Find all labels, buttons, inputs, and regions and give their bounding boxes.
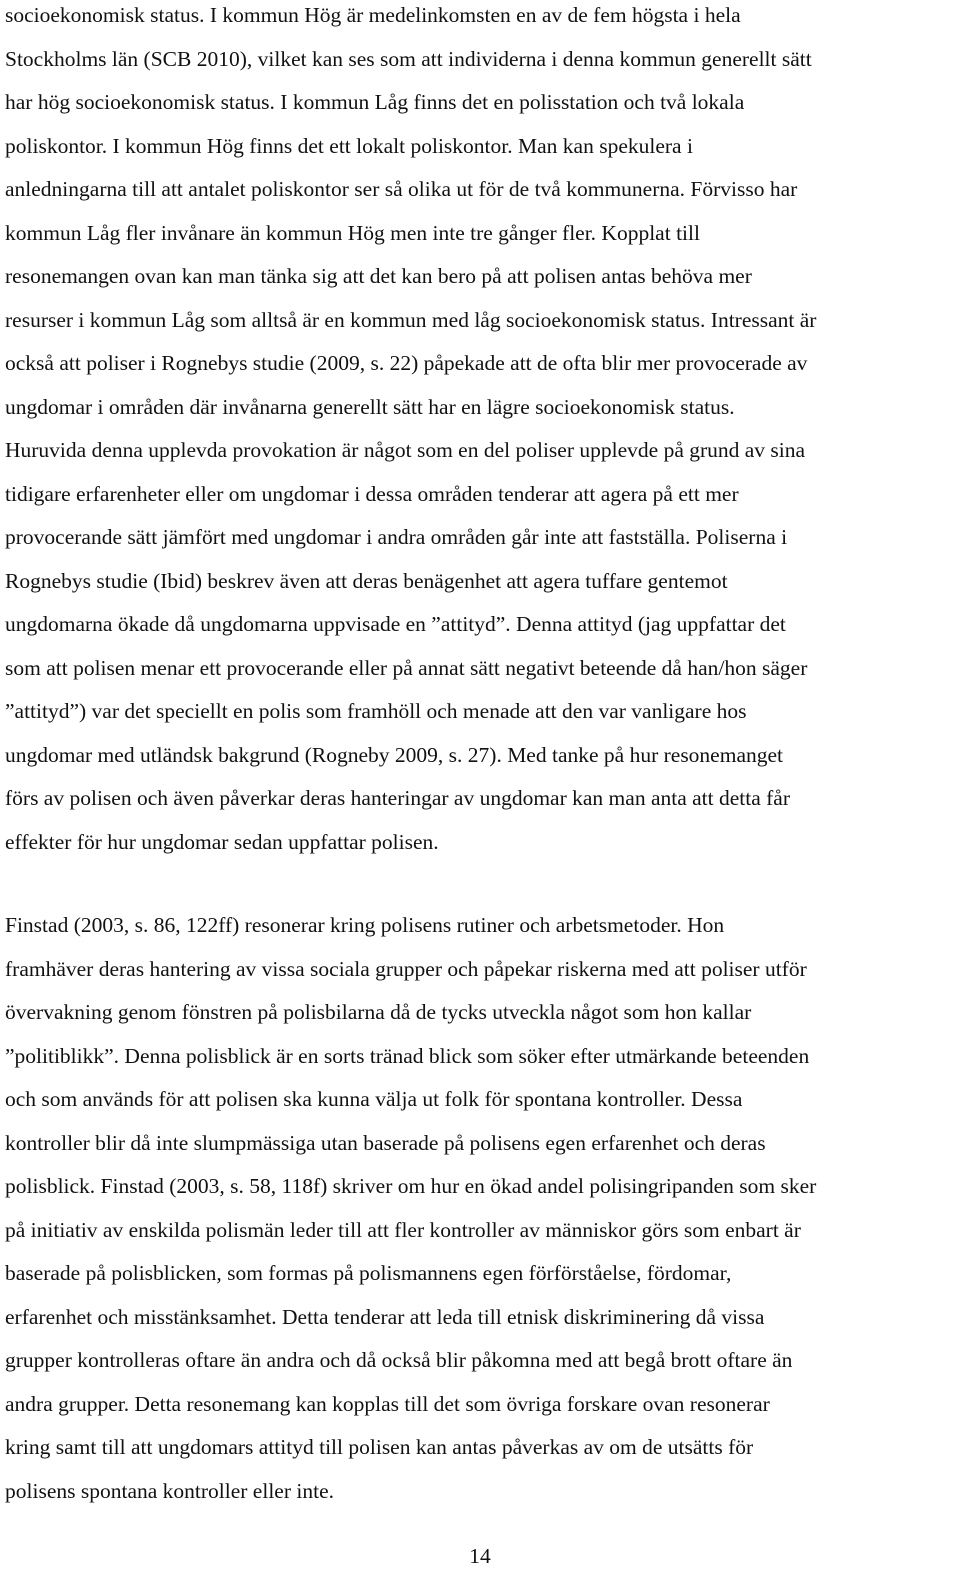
text-line: baserade på polisblicken, som formas på polismannens egen förförståelse, fördomar, <box>5 1261 732 1285</box>
text-line: ungdomar i områden där invånarna generellt sätt har en lägre socioekonomisk status. <box>5 394 735 419</box>
text-line: anledningarna till att antalet poliskontor ser så olika ut för de två kommunerna. Förvisso har <box>5 177 798 201</box>
text-line: ungdomarna ökade då ungdomarna uppvisade en ”attityd”. Denna attityd (jag uppfattar det <box>5 612 786 636</box>
text-line: övervakning genom fönstren på polisbilarna då de tycks utveckla något som hon kallar <box>5 1000 752 1024</box>
text-line: Finstad (2003, s. 86, 122ff) resonerar kring polisens rutiner och arbetsmetoder. Hon <box>5 913 725 937</box>
paragraph <box>5 904 955 1513</box>
text-line: kring samt till att ungdomars attityd till polisen kan antas påverkas av om de utsätts för <box>5 1435 754 1459</box>
text-line: kontroller blir då inte slumpmässiga utan baserade på polisens egen erfarenhet och deras <box>5 1130 766 1155</box>
text-line: Rognebys studie (Ibid) beskrev även att deras benägenhet att agera tuffare gentemot <box>5 568 728 593</box>
text-line: ”politiblikk”. Denna polisblick är en sorts tränad blick som söker efter utmärkande beteenden <box>5 1043 810 1068</box>
text-line: framhäver deras hantering av vissa sociala grupper och påpekar riskerna med att poliser utför <box>5 956 807 981</box>
text-line: ”attityd”) var det speciellt en polis som framhöll och menade att den var vanligare hos <box>5 699 747 723</box>
text-line: andra grupper. Detta resonemang kan kopplas till det som övriga forskare ovan resonerar <box>5 1391 770 1416</box>
text-line: polisens spontana kontroller eller inte. <box>5 1478 334 1503</box>
text-line: socioekonomisk status. I kommun Hög är medelinkomsten en av de fem högsta i hela <box>5 3 741 27</box>
text-line: och som används för att polisen ska kunna välja ut folk för spontana kontroller. Dessa <box>5 1087 743 1111</box>
text-line: polisblick. Finstad (2003, s. 58, 118f) skriver om hur en ökad andel polisingripanden som sker <box>5 1174 817 1198</box>
text-line: Huruvida denna upplevda provokation är något som en del poliser upplevde på grund av sina <box>5 438 806 462</box>
text-line: ungdomar med utländsk bakgrund (Rogneby 2009, s. 27). Med tanke på hur resonemanget <box>5 742 784 767</box>
paragraph <box>5 0 955 864</box>
text-line: kommun Låg fler invånare än kommun Hög men inte tre gånger fler. Kopplat till <box>5 220 700 245</box>
text-line: resonemangen ovan kan man tänka sig att det kan bero på att polisen antas behöva mer <box>5 264 752 288</box>
text-line: resurser i kommun Låg som alltså är en kommun med låg socioekonomisk status. Intressant är <box>5 307 817 332</box>
text-line: Stockholms län (SCB 2010), vilket kan ses som att individerna i denna kommun generellt sätt <box>5 46 812 71</box>
text-line: förs av polisen och även påverkar deras hanteringar av ungdomar kan man anta att detta får <box>5 786 791 810</box>
text-line: effekter för hur ungdomar sedan uppfattar polisen. <box>5 829 439 854</box>
text-line: erfarenhet och misstänksamhet. Detta tenderar att leda till etnisk diskriminering då vissa <box>5 1304 765 1329</box>
text-line: provocerande sätt jämfört med ungdomar i andra områden går inte att fastställa. Poliserna i <box>5 525 788 549</box>
text-line: på initiativ av enskilda polismän leder till att fler kontroller av människor görs som enbart är <box>5 1217 801 1242</box>
text-line: tidigare erfarenheter eller om ungdomar i dessa områden tenderar att agera på ett mer <box>5 481 739 506</box>
text-line: grupper kontrolleras oftare än andra och då också blir påkomna med att begå brott oftare än <box>5 1348 793 1372</box>
text-line: har hög socioekonomisk status. I kommun Låg finns det en polisstation och två lokala <box>5 90 745 114</box>
text-line: poliskontor. I kommun Hög finns det ett lokalt poliskontor. Man kan spekulera i <box>5 133 693 158</box>
page-number: 14 <box>469 1544 491 1568</box>
text-line: som att polisen menar ett provocerande eller på annat sätt negativt beteende då han/hon säger <box>5 655 808 680</box>
text-line: också att poliser i Rognebys studie (2009, s. 22) påpekade att de ofta blir mer provocerade av <box>5 351 808 375</box>
